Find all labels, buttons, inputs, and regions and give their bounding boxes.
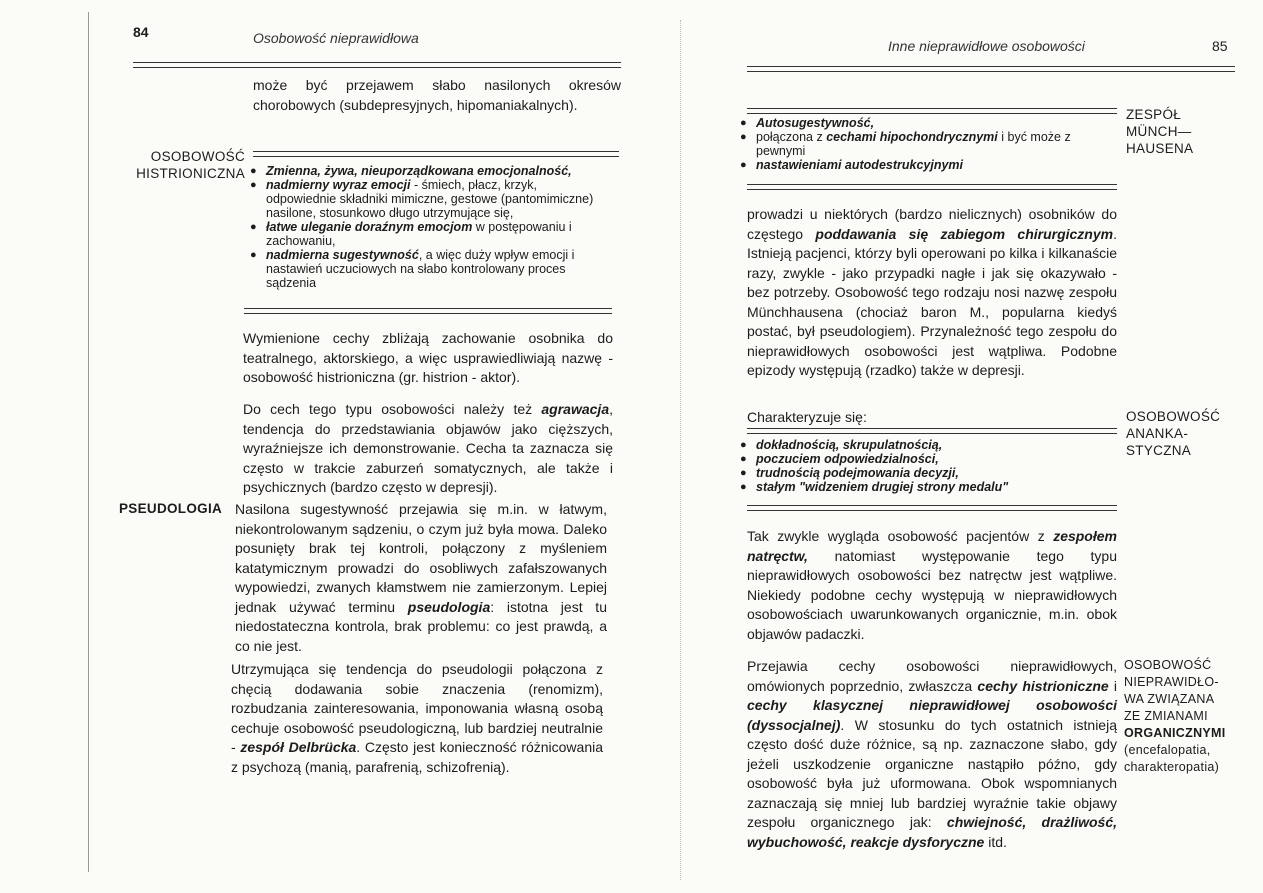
left-running-head: Osobowość nieprawidłowa xyxy=(253,30,419,46)
list-item: ● Zmienna, żywa, nieuporządkowana emocjonalność, xyxy=(250,164,610,178)
anankastic-bullet-box xyxy=(740,438,1110,494)
munch-bullet-box xyxy=(740,116,1110,172)
list-item: ● nadmierna sugestywność, a więc duży wpływ emocji i nastawień uczuciowych na słabo kontrolowany proces sądzenia xyxy=(250,248,610,290)
right-page-number: 85 xyxy=(1212,38,1228,54)
munch-box-bottom-rule xyxy=(747,184,1117,185)
organic-paragraph: Przejawia cechy osobowości nieprawidłowych, omówionych poprzednio, zwłaszcza cechy histrioniczne i cechy klasycznej nieprawidłowej osobowości (dyssocjalnej). W stosunku do tych ostatnich istnieją często dość duże różnice, są np. zaznaczone słabo, gdy jeżeli uszkodzenie organiczne nastąpiło późno, gdy osobowość była już uformowana. Obok wspomnianych zaznaczają się mniej lub bardziej wyraźnie takie objawy zespołu organicznego jak: chwiejność, drażliwość, wybuchowość, reakcje dysforyczne itd. xyxy=(747,658,1117,850)
aggravation-paragraph: Do cech tego typu osobowości należy też agrawacja, tendencja do przedstawiania objawów jako cięższych, wyraźniejsze ich demonstrowanie. Cecha ta zaznacza się często w trakcie zaburzeń somatycznych, ale także i psychicznych (bardzo często w depresji). xyxy=(243,401,613,495)
list-item: ● nadmierny wyraz emocji - śmiech, płacz, krzyk, odpowiednie składniki mimiczne, gestowe (pantomimiczne) nasilone, stosunkowo długo utrzymujące się, xyxy=(250,178,610,220)
book-gutter xyxy=(680,20,681,880)
anankastic-paragraph: Tak zwykle wygląda osobowość pacjentów z zespołem natręctw, natomiast występowanie tego typu nieprawidłowych osobowości bez natręctw jest wątpliwe. Niekiedy podobne cechy występują w nieprawidłowych osobowościach uwarunkowanych organicznie, m.in. obok objawów padaczki. xyxy=(747,528,1117,642)
right-header-rule xyxy=(747,66,1235,67)
histrionic-bullet-box xyxy=(250,164,610,290)
page-edge-line xyxy=(88,12,89,872)
anankastic-intro: Charakteryzuje się: xyxy=(747,409,867,425)
anankastic-box-top-rule xyxy=(747,428,1117,429)
histrionic-box-top-rule xyxy=(253,151,619,152)
left-header-rule xyxy=(133,62,621,63)
side-label-munchhausen: ZESPÓŁ MÜNCH— HAUSENA xyxy=(1126,107,1194,156)
side-label-histrionic: OSOBOWOŚĆ HISTRIONICZNA xyxy=(136,149,245,181)
list-item: ● trudnością podejmowania decyzji, xyxy=(740,466,1110,480)
pseudologia-paragraph: Nasilona sugestywność przejawia się m.in. w łatwym, niekontrolowanym sądzeniu, o czym już była mowa. Daleko posunięty brak tej kontroli, połączony z myśleniem katatymicznym prowadzi do osobliwych zafałszowanych wypowiedzi, zwanych kłamstwem nie zamierzonym. Lepiej jednak używać terminu pseudologia: istotna jest tu niedostateczna kontrola, brak problemu: co jest prawdą, a co nie jest. xyxy=(235,501,607,654)
histrionic-box-bottom-rule xyxy=(244,308,612,309)
side-label-organic: OSOBOWOŚĆ NIEPRAWIDŁO- WA ZWIĄZANA ZE ZMIANAMI ORGANICZNYMI (encefalopatia, charakteropatia) xyxy=(1124,658,1226,774)
theatrical-paragraph: Wymienione cechy zbliżają zachowanie osobnika do teatralnego, aktorskiego, a więc usprawiedliwiają nazwę - osobowość histrioniczna (gr. histrion - aktor). xyxy=(243,330,613,385)
side-label-pseudologia: PSEUDOLOGIA xyxy=(119,501,223,516)
list-item: ● łatwe uleganie doraźnym emocjom w postępowaniu i zachowaniu, xyxy=(250,220,610,248)
list-item: ● poczuciem odpowiedzialności, xyxy=(740,452,1110,466)
side-label-anankastic: OSOBOWOŚĆ ANANKA- STYCZNA xyxy=(1126,409,1221,458)
anankastic-box-bottom-rule xyxy=(747,505,1117,506)
delbrueck-paragraph: Utrzymująca się tendencja do pseudologii połączona z chęcią dodawania sobie znaczenia (renomizm), rozbudzania zainteresowania, imponowania własną osobą cechuje osobowość pseudologiczną, lub bardziej neutralnie - zespół Delbrücka. Często jest konieczność różnicowania z psychozą (manią, parafrenią, schizofrenią). xyxy=(231,661,604,775)
left-page-number: 84 xyxy=(133,24,149,40)
list-item: ● Autosugestywność, xyxy=(740,116,1110,130)
list-item: ● nastawieniami autodestrukcyjnymi xyxy=(740,158,1110,172)
munch-box-top-rule xyxy=(747,108,1117,109)
list-item: ● stałym "widzeniem drugiej strony medalu" xyxy=(740,480,1110,494)
list-item: ● połączona z cechami hipochondrycznymi i być może z pewnymi xyxy=(740,130,1110,158)
list-item: ● dokładnością, skrupulatnością, xyxy=(740,438,1110,452)
right-running-head: Inne nieprawidłowe osobowości xyxy=(888,38,1085,54)
munchhausen-paragraph: prowadzi u niektórych (bardzo nielicznych) osobników do częstego poddawania się zabiegom chirurgicznym. Istnieją pacjenci, którzy byli operowani po kilka i kilkanaście razy, zwykle - jako przypadki nagłe i jak się okazywało - bez potrzeby. Osobowość tego rodzaju nosi nazwę zespołu Münchhausena (chociaż baron M., popularna kiedyś postać, był pseudologiem). Przynależność tego zespołu do nieprawidłowych osobowości jest wątpliwa. Podobne epizody występują (rzadko) także w depresji. xyxy=(747,206,1117,378)
left-intro-paragraph: może być przejawem słabo nasilonych okresów chorobowych (subdepresyjnych, hipomaniakalnych). xyxy=(253,77,621,113)
